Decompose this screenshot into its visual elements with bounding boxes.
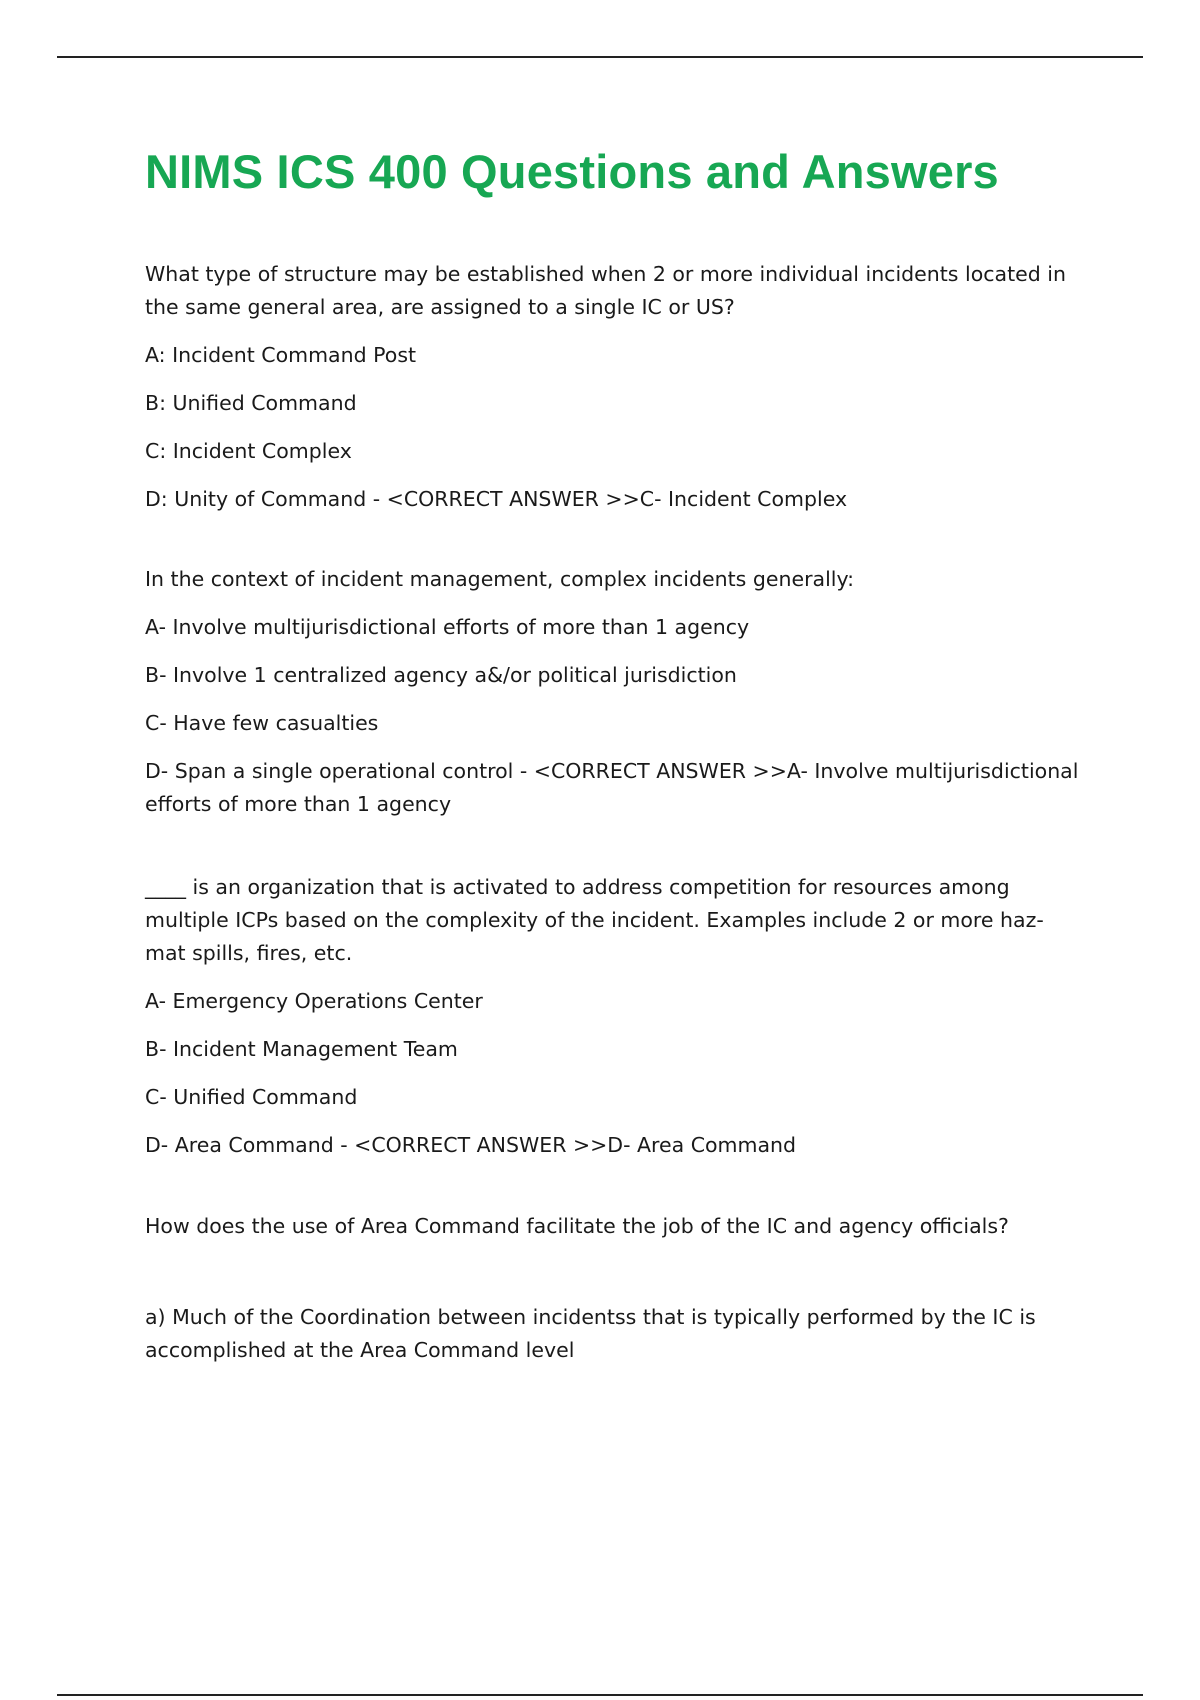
answer-option-b: B- Involve 1 centralized agency a&/or political jurisdiction [145,663,737,687]
answer-option-d: D- Area Command - <CORRECT ANSWER >>D- Area Command [145,1133,797,1157]
document-title: NIMS ICS 400 Questions and Answers [145,145,999,198]
answer-option-d: D- Span a single operational control - <CORRECT ANSWER >>A- Involve multijurisdictional efforts of more than 1 agency [145,759,1079,816]
answer-option-c: C: Incident Complex [145,439,352,463]
answer-option-a: A: Incident Command Post [145,343,417,367]
answer-option-c: C- Unified Command [145,1085,358,1109]
answer-option-c: C- Have few casualties [145,711,379,735]
question-text: What type of structure may be established when 2 or more individual incidents located in the same general area, are assigned to a single IC or US? [145,262,1066,319]
top-divider [57,56,1143,58]
question-text: In the context of incident management, complex incidents generally: [145,567,855,591]
answer-option-a: A- Emergency Operations Center [145,989,483,1013]
question-text: How does the use of Area Command facilitate the job of the IC and agency officials? [145,1214,1009,1238]
answer-option-b: B- Incident Management Team [145,1037,458,1061]
answer-text: a) Much of the Coordination between incidentss that is typically performed by the IC is accomplished at the Area Command level [145,1305,1036,1362]
question-block-3 [145,871,1080,1162]
question-block-1 [145,258,1080,516]
question-block-2 [145,563,1080,821]
answer-option-b: B: Unified Command [145,391,357,415]
question-block-4 [145,1210,1080,1367]
question-text: ____ is an organization that is activated to address competition for resources among multiple ICPs based on the complexity of the incident. Examples include 2 or more haz-mat spills, fires, etc. [145,875,1044,965]
answer-option-d: D: Unity of Command - <CORRECT ANSWER >>C- Incident Complex [145,487,848,511]
bottom-divider [57,1694,1143,1696]
document-body [145,138,1080,1367]
answer-option-a: A- Involve multijurisdictional efforts of more than 1 agency [145,615,750,639]
